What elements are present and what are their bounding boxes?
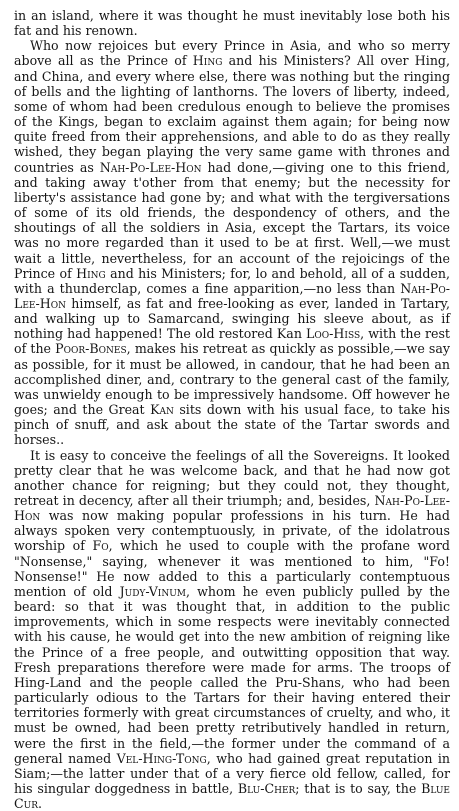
proper-name: Vel-Hing-Tong [116, 750, 207, 766]
paragraph-rejoicing [14, 38, 450, 447]
text-run: It is easy to conceive the feelings of all the Sovereigns. It looked pretty clear that he was welcome back, and that he had now got another chance for reigning; but they could not, they thought, retreat in decency, after all their triumph; and, besides, [14, 447, 450, 508]
proper-name: Loo-Hiss [306, 326, 361, 342]
text-run: and his Ministers; for, lo and behold, all of a sudden, with a thunderclap, comes a fine apparition,—no less than [14, 265, 450, 296]
text-run: , which he used to couple with the profane word "Nonsense," saying, whenever it was mentioned to him, "Fo! Nonsense!" He now added to this a particularly contemptuous mention of old [14, 538, 450, 599]
text-run: sits down with his usual face, to take his pinch of snuff, and ask about the state of the Tartar swords and horses.. [14, 402, 450, 448]
text-run: , makes his retreat as quickly as possible,—we say as possible, for it must be allowed, in candour, that he had been an accomplished diner, and, contrary to the general cast of the family, was unwieldy enough to be impressively handsome. Off however he goes; and the Great [14, 341, 451, 418]
text-run: had done,—giving one to this friend, and taking away t'other from that enemy; but the necessity for liberty's assistance had gone by; and what with the tergiversations of some of its old friends, the despondency of others, and the shoutings of all the soldiers in Asia, except the Tartars, its voice was no more regarded than it used to be at first. Well,—we must wait a little, nevertheless, for an account of the rejoicings of the Prince of [14, 159, 451, 281]
text-run: and his Ministers? All over Hing, and China, and every where else, there was nothing but the ringing of bells and the lighting of lanthorns. The lovers of liberty, indeed, some of whom had been credulous enough to believe the promises of the Kings, began to exclaim against them again; for being now quite freed from their apprehensions, and able to do as they really wished, they began playing the very same game with thrones and countries as [14, 53, 450, 175]
paragraph-sovereigns [14, 448, 450, 811]
paragraph-island [14, 8, 450, 38]
proper-name: Nah-Po-Lee-Hon [14, 493, 450, 524]
proper-name: Fo [92, 538, 109, 554]
proper-name: Nah-Po-Lee-Hon [14, 280, 450, 311]
text-run: . [38, 796, 43, 811]
text-run: himself, as fat and free-looking as ever, landed in Tartary, and walking up to Samarcand, swinging his sleeve about, as if nothing had happened! The old restored Kan [14, 295, 450, 342]
book-page [14, 8, 451, 811]
text-run: ; that is to say, the [295, 780, 422, 796]
text-run: , whom he even publicly pulled by the beard: so that it was thought that, in addition to the public improvements, which in some respects were inevitably connected with his cause, he would get into the new ambition of reigning like the Prince of a free people, and outwitting opposition that way. Fresh preparations therefore were made for arms. The troops of Hing-Land and the people called the Pru-Shans, who had been particularly odious to the Tartars for their having entered their territories formerly with great circumstances of cruelty, and who, it must be owned, had been pretty retributively handled in return, were the first in the field,—the former under the command of a general named [14, 583, 450, 766]
proper-name: Blue Cur [14, 780, 450, 811]
proper-name: Poor-Bones [55, 341, 127, 357]
text-run: in an island, where it was thought he must inevitably lose both his fat and his renown. [14, 8, 450, 39]
proper-name: Kan [150, 402, 174, 418]
text-run: was now making popular professions in his turn. He had always spoken very contemptuously, in private, of the idolatrous worship of [14, 508, 450, 554]
proper-name: Hing [76, 265, 106, 281]
text-run: , who had gained great reputation in Siam;—the latter under that of a very fierce old fellow, called, for his singular doggedness in battle, [14, 750, 451, 796]
proper-name: Hing [192, 53, 223, 69]
proper-name: Nah-Po-Lee-Hon [99, 159, 202, 175]
proper-name: Judy-Vinum [119, 583, 187, 599]
text-run: , with the rest of the [14, 326, 450, 357]
proper-name: Blu-Cher [237, 780, 296, 796]
text-run: Who now rejoices but every Prince in Asia, and who so merry above all as the Prince of [14, 38, 450, 69]
